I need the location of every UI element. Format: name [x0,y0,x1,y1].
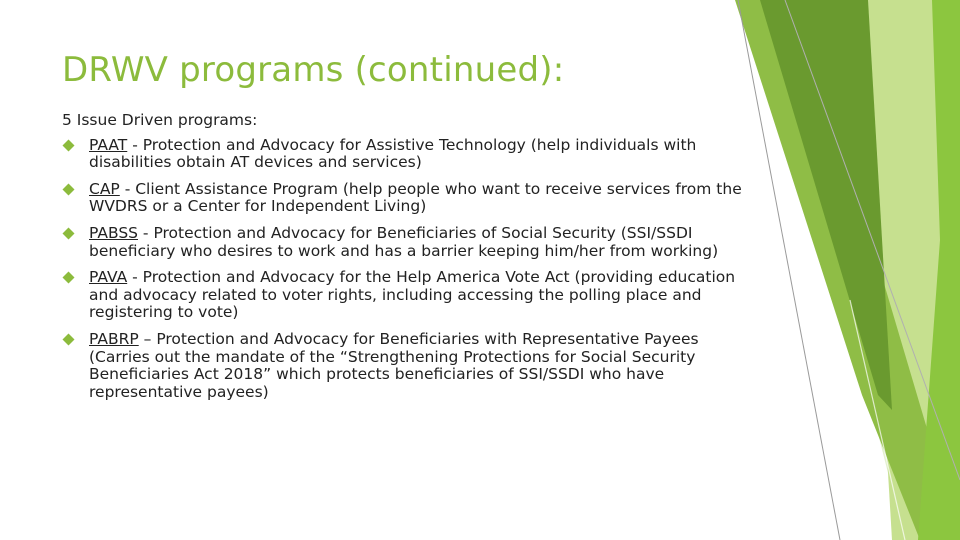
diamond-bullet-icon [62,139,75,152]
program-description: - Protection and Advocacy for Assistive Technology (help individuals with disabilities obtain AT devices and services) [89,135,697,172]
program-description: - Client Assistance Program (help people who want to receive services from the WVDRS or a Center for Independent Living) [89,179,742,216]
program-description: - Protection and Advocacy for the Help America Vote Act (providing education and advocacy related to voter rights, including accessing the polling place and registering to vote) [89,268,736,322]
program-description: - Protection and Advocacy for Beneficiaries of Social Security (SSI/SSDI beneficiary who desires to work and has a barrier keeping him/her from working) [89,223,719,260]
program-item-pabss [62,225,742,260]
program-item-pabrp [62,331,742,401]
program-acronym: CAP [89,179,120,198]
program-acronym: PAAT [89,135,128,154]
program-item-pava [62,269,742,322]
diamond-bullet-icon [62,183,75,196]
intro-text: 5 Issue Driven programs: [62,111,258,129]
diamond-bullet-icon [62,271,75,284]
slide-content [62,112,742,410]
program-acronym: PAVA [89,268,128,287]
program-item-paat [62,137,742,172]
program-item-cap [62,181,742,216]
program-acronym: PABRP [89,329,139,348]
slide-title: DRWV programs (continued): [62,50,565,90]
diamond-bullet-icon [62,333,75,346]
program-description: – Protection and Advocacy for Beneficiaries with Representative Payees (Carries out the mandate of the “Strengthening Protections for Social Security Beneficiaries Act 2018” which protects beneficiaries of SSI/SSDI who have representative payees) [89,329,699,401]
diamond-bullet-icon [62,227,75,240]
program-acronym: PABSS [89,223,138,242]
program-list [62,137,742,402]
